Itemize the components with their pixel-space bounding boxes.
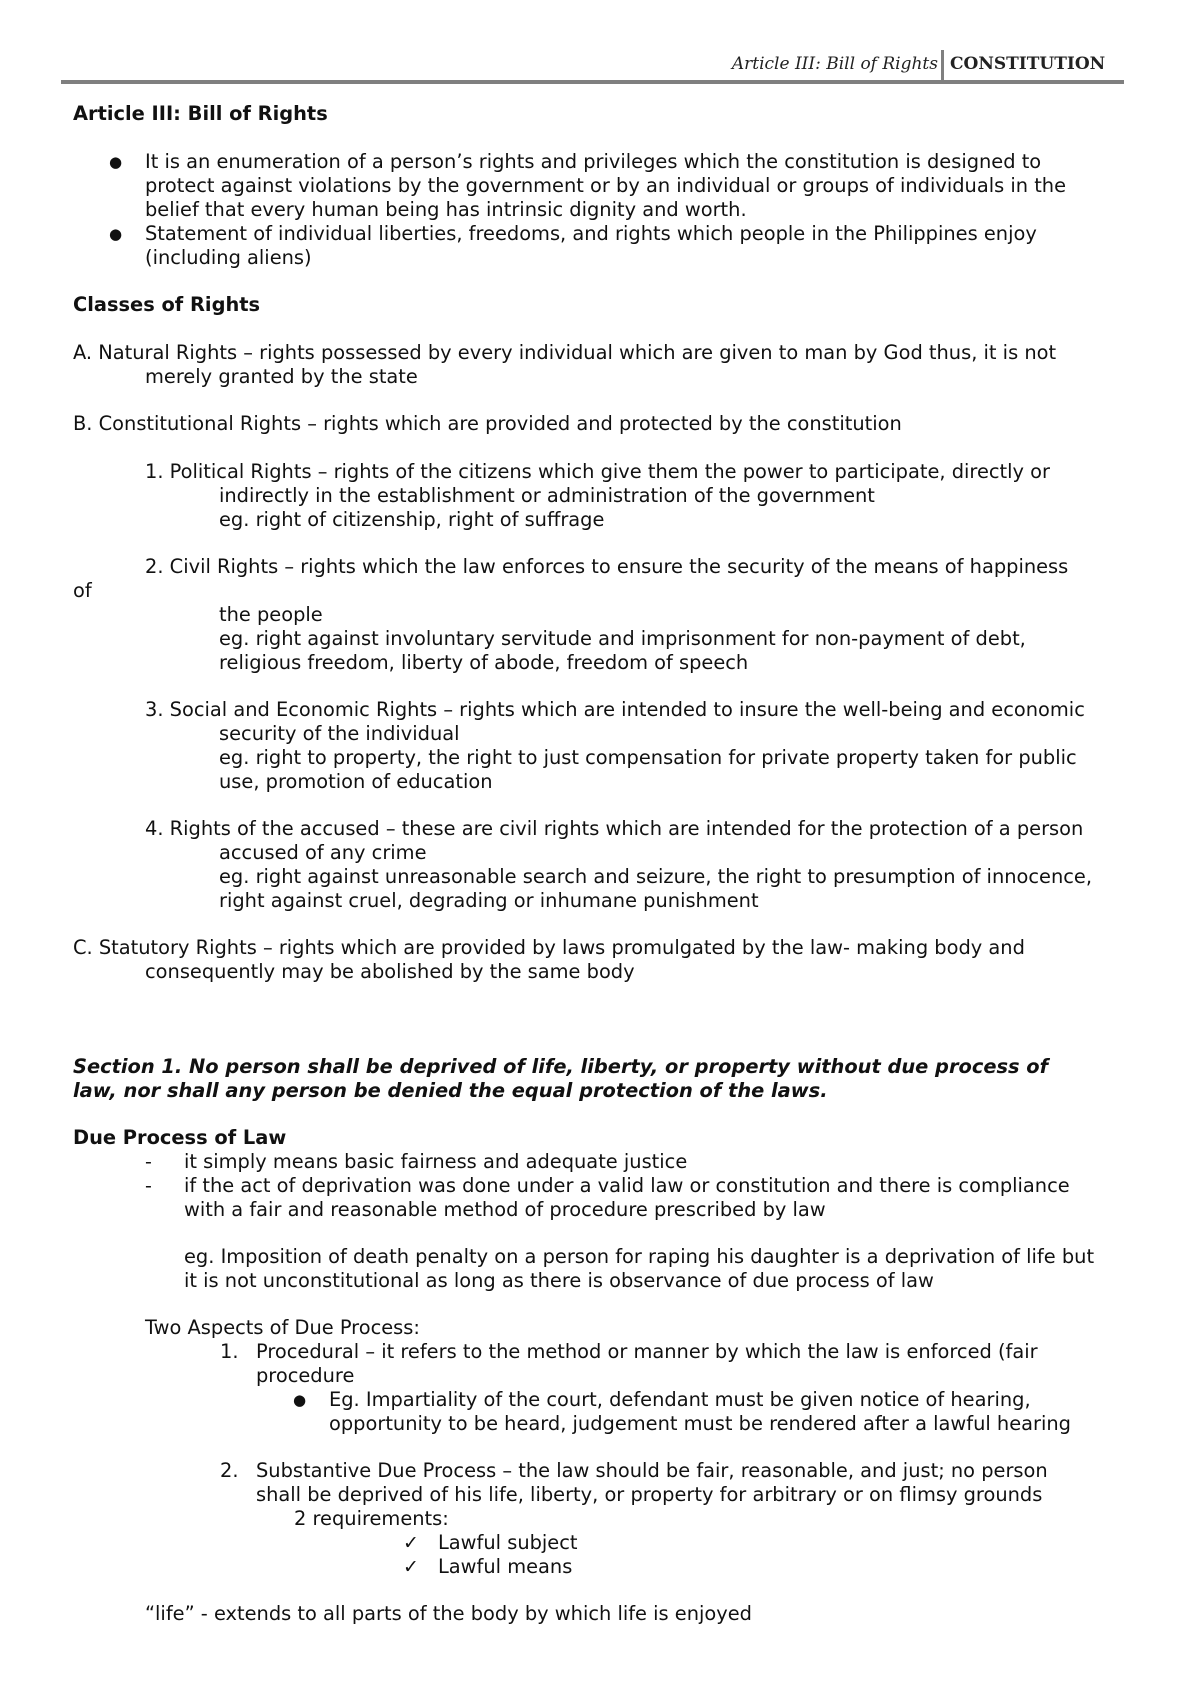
class-b-line: B. Constitutional Rights – rights which are provided and protected by the constitution (73, 412, 902, 435)
political-rights-line: 1. Political Rights – rights of the citizens which give them the power to participate, directly or (145, 460, 1050, 483)
civil-rights-example: religious freedom, liberty of abode, freedom of speech (219, 651, 749, 674)
intro-bullet-line: belief that every human being has intrinsic dignity and worth. (145, 198, 747, 221)
due-process-item: if the act of deprivation was done under a valid law or constitution and there is compliance (184, 1174, 1070, 1197)
bullet-icon: ● (109, 225, 123, 243)
requirements-heading: 2 requirements: (294, 1507, 449, 1530)
social-rights-example: eg. right to property, the right to just compensation for private property taken for public (219, 746, 1077, 769)
intro-bullet-line: It is an enumeration of a person’s rights and privileges which the constitution is designed to (145, 150, 1042, 173)
procedural-example: opportunity to be heard, judgement must be rendered after a lawful hearing (329, 1412, 1071, 1435)
accused-rights-example: eg. right against unreasonable search and seizure, the right to presumption of innocence, (219, 865, 1093, 888)
civil-rights-example: eg. right against involuntary servitude and imprisonment for non-payment of debt, (219, 627, 1026, 650)
intro-bullet-line: (including aliens) (145, 246, 312, 269)
checkmark-icon: ✓ (403, 1532, 419, 1554)
political-rights-line: indirectly in the establishment or administration of the government (219, 484, 875, 507)
aspects-heading: Two Aspects of Due Process: (145, 1316, 420, 1339)
dash-bullet: - (145, 1151, 152, 1173)
section-1-text: law, nor shall any person be denied the equal protection of the laws. (73, 1079, 828, 1102)
social-rights-line: security of the individual (219, 722, 460, 745)
intro-bullet-line: Statement of individual liberties, freedoms, and rights which people in the Philippines enjoy (145, 222, 1037, 245)
civil-rights-line: of (73, 579, 92, 602)
class-c-line: C. Statutory Rights – rights which are provided by laws promulgated by the law- making body and (73, 936, 1025, 959)
due-process-example: eg. Imposition of death penalty on a person for raping his daughter is a deprivation of life but (184, 1245, 1095, 1268)
civil-rights-line: 2. Civil Rights – rights which the law enforces to ensure the security of the means of happiness (145, 555, 1069, 578)
intro-bullet-line: protect against violations by the government or by an individual or groups of individuals in the (145, 174, 1067, 197)
page-title: Article III: Bill of Rights (73, 102, 328, 125)
class-c-line: consequently may be abolished by the same body (145, 960, 635, 983)
due-process-heading: Due Process of Law (73, 1126, 287, 1149)
running-header (0, 50, 1200, 80)
bullet-icon: ● (293, 1391, 307, 1409)
aspect-procedural: procedure (256, 1364, 355, 1387)
life-definition: “life” - extends to all parts of the body by which life is enjoyed (145, 1602, 752, 1625)
requirement-item: Lawful means (438, 1555, 573, 1578)
aspect-procedural: Procedural – it refers to the method or manner by which the law is enforced (fair (256, 1340, 1038, 1363)
class-a-line: A. Natural Rights – rights possessed by every individual which are given to man by God thus, it is not (73, 341, 1057, 364)
checkmark-icon: ✓ (403, 1556, 419, 1578)
dash-bullet: - (145, 1175, 152, 1197)
aspect-substantive: Substantive Due Process – the law should be fair, reasonable, and just; no person (256, 1459, 1048, 1482)
header-subject: CONSTITUTION (950, 54, 1106, 74)
due-process-example: it is not unconstitutional as long as there is observance of due process of law (184, 1269, 934, 1292)
header-rule (61, 80, 1124, 84)
bullet-icon: ● (109, 153, 123, 171)
political-rights-example: eg. right of citizenship, right of suffrage (219, 508, 605, 531)
header-article-title: Article III: Bill of Rights (731, 54, 938, 74)
aspect-substantive: shall be deprived of his life, liberty, or property for arbitrary or on flimsy grounds (256, 1483, 1043, 1506)
social-rights-line: 3. Social and Economic Rights – rights which are intended to insure the well-being and economic (145, 698, 1085, 721)
due-process-item: with a fair and reasonable method of procedure prescribed by law (184, 1198, 826, 1221)
social-rights-example: use, promotion of education (219, 770, 493, 793)
accused-rights-line: accused of any crime (219, 841, 427, 864)
accused-rights-line: 4. Rights of the accused – these are civil rights which are intended for the protection of a person (145, 817, 1084, 840)
aspect-number: 2. (220, 1459, 239, 1482)
aspect-number: 1. (220, 1340, 239, 1363)
classes-heading: Classes of Rights (73, 293, 261, 316)
procedural-example: Eg. Impartiality of the court, defendant must be given notice of hearing, (329, 1388, 1031, 1411)
accused-rights-example: right against cruel, degrading or inhumane punishment (219, 889, 759, 912)
civil-rights-line: the people (219, 603, 323, 626)
section-1-text: Section 1. No person shall be deprived of life, liberty, or property without due process of (73, 1055, 1049, 1078)
requirement-item: Lawful subject (438, 1531, 578, 1554)
due-process-item: it simply means basic fairness and adequate justice (184, 1150, 688, 1173)
header-separator (941, 50, 944, 80)
class-a-line: merely granted by the state (145, 365, 418, 388)
